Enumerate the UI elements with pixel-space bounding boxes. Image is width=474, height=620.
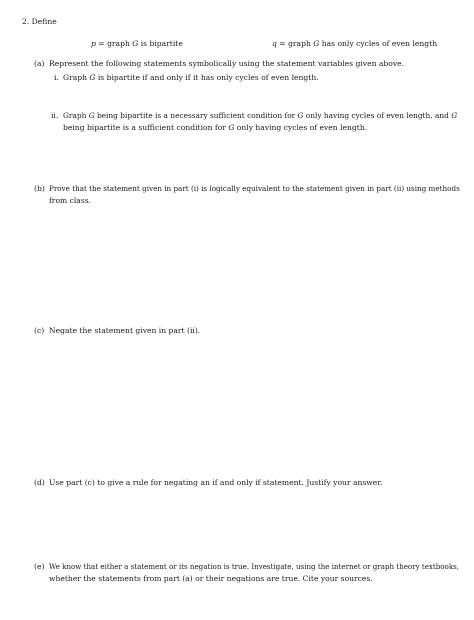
part-c-label: (c) bbox=[34, 326, 45, 335]
part-a-ii-line1 bbox=[63, 110, 457, 122]
a-ii-l2-pre: being bipartite is a sufficient condition for bbox=[63, 123, 229, 132]
a-i-pre: Graph bbox=[63, 73, 90, 82]
part-a-label: (a) bbox=[34, 59, 45, 68]
part-e-label: (e) bbox=[34, 562, 45, 571]
part-a-i-text bbox=[63, 72, 319, 84]
var-q: q bbox=[272, 39, 277, 48]
part-b-label: (b) bbox=[34, 184, 45, 193]
part-b-line1: Prove that the statement given in part (i) is logically equivalent to the statement given in part (ii) using methods bbox=[49, 184, 460, 193]
a-i-g: G bbox=[89, 73, 96, 82]
a-ii-l1-pre: Graph bbox=[63, 111, 89, 120]
var-p: p bbox=[91, 39, 96, 48]
part-e-line2: whether the statements from part (a) or their negations are true. Cite your sources. bbox=[49, 574, 373, 583]
part-a-ii-label: ii. bbox=[51, 111, 59, 120]
definition-p bbox=[91, 38, 183, 50]
a-ii-l1-mid: being bipartite is a necessary sufficient condition for bbox=[94, 111, 298, 120]
def-p-graph: G bbox=[132, 39, 139, 48]
a-ii-l1-mid2: only having cycles of even length, and bbox=[303, 111, 452, 120]
part-d-text: Use part (c) to give a rule for negating an if and only if statement. Justify your answer. bbox=[49, 478, 383, 487]
problem-title: Define bbox=[31, 17, 57, 26]
problem-number: 2. bbox=[22, 17, 30, 26]
def-q-eq: = graph bbox=[276, 39, 314, 48]
part-a-i-label: i. bbox=[54, 73, 59, 82]
def-q-rest: has only cycles of even length bbox=[319, 39, 438, 48]
part-b-line2: from class. bbox=[49, 196, 92, 205]
part-a-text: Represent the following statements symbolically using the statement variables given above. bbox=[49, 59, 405, 68]
a-i-post: is bipartite if and only if it has only cycles of even length. bbox=[95, 73, 319, 82]
problem-header bbox=[22, 16, 57, 28]
def-p-eq: = graph bbox=[95, 39, 133, 48]
part-d-label: (d) bbox=[34, 478, 45, 487]
a-ii-l1-g3: G bbox=[451, 111, 458, 120]
a-ii-l2-post: only having cycles of even length. bbox=[234, 123, 368, 132]
a-ii-l1-g1: G bbox=[88, 111, 95, 120]
part-c-text: Negate the statement given in part (ii). bbox=[49, 326, 201, 335]
def-p-rest: is bipartite bbox=[138, 39, 183, 48]
def-q-graph: G bbox=[313, 39, 320, 48]
part-e-line1: We know that either a statement or its negation is true. Investigate, using the internet or graph theory textbooks, bbox=[49, 562, 460, 571]
a-ii-l2-g: G bbox=[228, 123, 235, 132]
definition-q bbox=[272, 38, 437, 50]
a-ii-l1-g2: G bbox=[297, 111, 304, 120]
part-a-ii-line2 bbox=[63, 122, 367, 134]
